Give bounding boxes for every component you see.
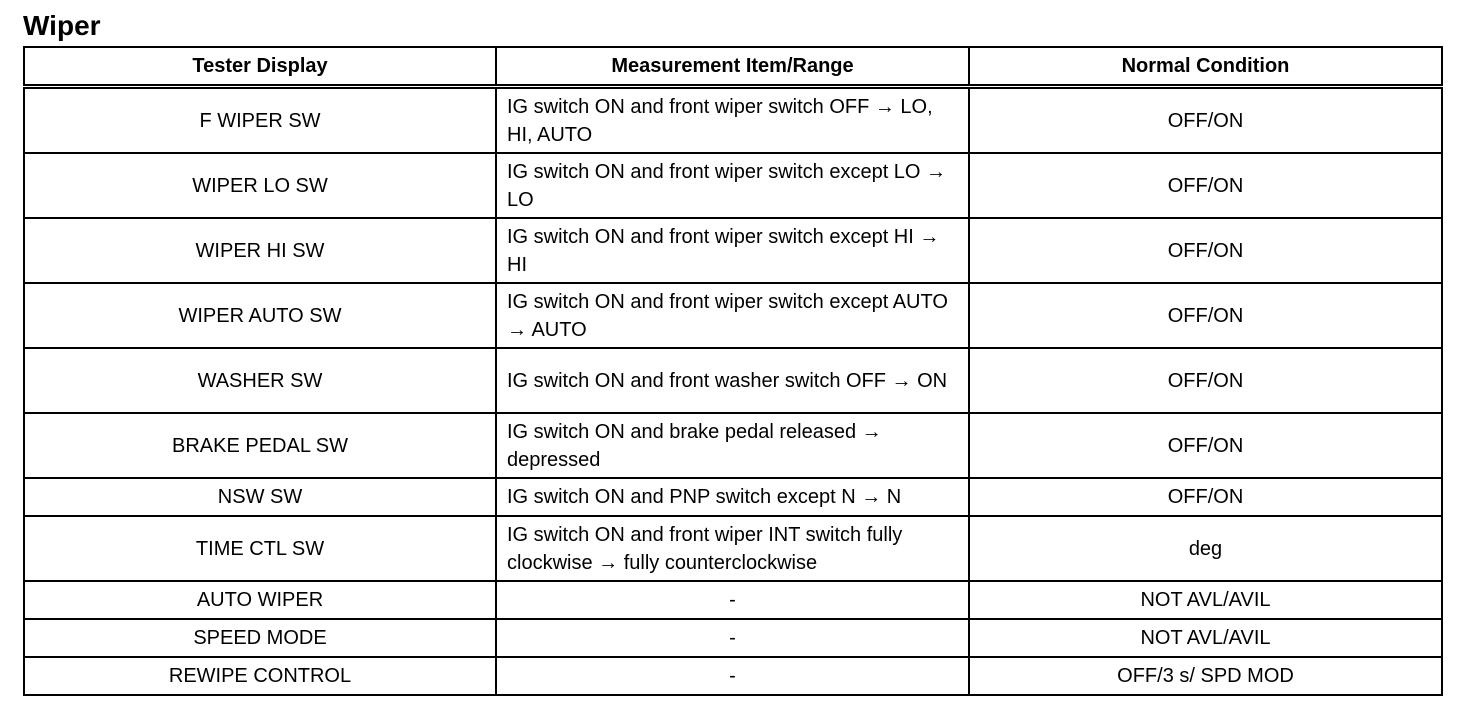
header-measurement: Measurement Item/Range — [496, 47, 969, 87]
normal-condition-cell: OFF/ON — [969, 348, 1442, 413]
tester-display-cell: BRAKE PEDAL SW — [24, 413, 496, 478]
table-row — [24, 516, 1442, 581]
measurement-cell: IG switch ON and front wiper switch except AUTO → AUTO — [496, 283, 969, 348]
normal-condition-cell: NOT AVL/AVIL — [969, 581, 1442, 619]
tester-display-cell: WASHER SW — [24, 348, 496, 413]
normal-condition-cell: OFF/ON — [969, 413, 1442, 478]
normal-condition-cell: OFF/ON — [969, 153, 1442, 218]
normal-condition-cell: OFF/ON — [969, 478, 1442, 516]
measurement-cell: IG switch ON and front wiper switch except HI → HI — [496, 218, 969, 283]
measurement-cell: IG switch ON and front wiper switch except LO → LO — [496, 153, 969, 218]
table-row — [24, 218, 1442, 283]
table-row — [24, 87, 1442, 154]
header-tester-display: Tester Display — [24, 47, 496, 87]
measurement-cell: IG switch ON and front wiper switch OFF → LO, HI, AUTO — [496, 87, 969, 154]
measurement-cell: - — [496, 619, 969, 657]
tester-display-cell: F WIPER SW — [24, 87, 496, 154]
normal-condition-cell: OFF/ON — [969, 283, 1442, 348]
table-row — [24, 657, 1442, 695]
table-row — [24, 581, 1442, 619]
measurement-cell: IG switch ON and front wiper INT switch fully clockwise → fully counterclockwise — [496, 516, 969, 581]
wiper-data-table — [23, 46, 1443, 696]
header-row — [24, 47, 1442, 87]
tester-display-cell: TIME CTL SW — [24, 516, 496, 581]
table-row — [24, 619, 1442, 657]
tester-display-cell: NSW SW — [24, 478, 496, 516]
normal-condition-cell: OFF/3 s/ SPD MOD — [969, 657, 1442, 695]
normal-condition-cell: NOT AVL/AVIL — [969, 619, 1442, 657]
measurement-cell: IG switch ON and brake pedal released → depressed — [496, 413, 969, 478]
normal-condition-cell: OFF/ON — [969, 218, 1442, 283]
measurement-cell: - — [496, 657, 969, 695]
header-normal-condition: Normal Condition — [969, 47, 1442, 87]
tester-display-cell: AUTO WIPER — [24, 581, 496, 619]
normal-condition-cell: OFF/ON — [969, 87, 1442, 154]
table-row — [24, 478, 1442, 516]
tester-display-cell: WIPER LO SW — [24, 153, 496, 218]
table-row — [24, 283, 1442, 348]
measurement-cell: IG switch ON and PNP switch except N → N — [496, 478, 969, 516]
tester-display-cell: WIPER HI SW — [24, 218, 496, 283]
tester-display-cell: WIPER AUTO SW — [24, 283, 496, 348]
table-row — [24, 348, 1442, 413]
tester-display-cell: SPEED MODE — [24, 619, 496, 657]
table-row — [24, 413, 1442, 478]
normal-condition-cell: deg — [969, 516, 1442, 581]
page-title: Wiper — [23, 10, 101, 41]
measurement-cell: - — [496, 581, 969, 619]
measurement-cell: IG switch ON and front washer switch OFF → ON — [496, 348, 969, 413]
tester-display-cell: REWIPE CONTROL — [24, 657, 496, 695]
table-row — [24, 153, 1442, 218]
